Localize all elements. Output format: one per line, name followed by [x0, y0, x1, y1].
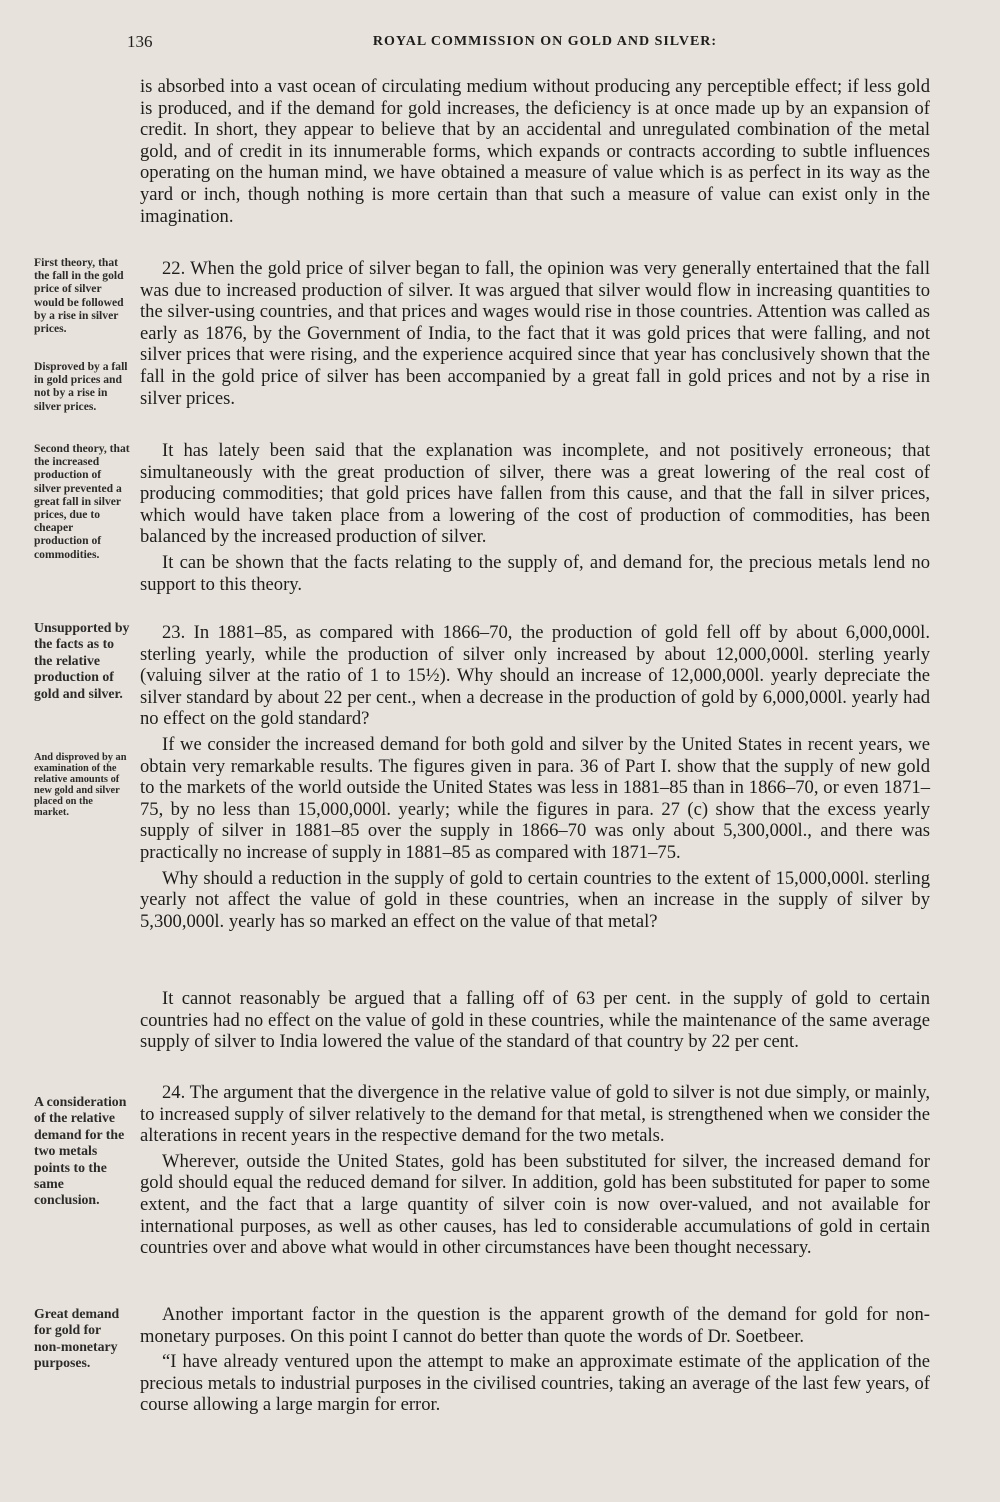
text-block-second-theory	[140, 440, 930, 595]
paragraph-24: 24. The argument that the divergence in the relative value of gold to silver is not due simply, or mainly, to increased supply of silver relatively to the demand for that metal, is strengthened when we consider the alterations in recent years in the respective demand for the two metals.	[140, 1082, 930, 1147]
paragraph-wherever: Wherever, outside the United States, gold has been substituted for silver, the increased demand for gold should equal the reduced demand for silver. In addition, gold has been substituted for paper to some extent, and the fact that a large quantity of silver coin is now over-valued, and not available for international purposes, as well as other causes, has led to considerable accumulations of gold in certain countries over and above what would in other circumstances have been thought necessary.	[140, 1150, 930, 1259]
running-head: ROYAL COMMISSION ON GOLD AND SILVER:	[372, 34, 718, 49]
paragraph-continuation: is absorbed into a vast ocean of circulating medium without producing any perceptible effect; if less gold is produced, and if the demand for gold increases, the deficiency is at once made up by an expansion of credit. In short, they appear to believe that by an accidental and unregulated combination of the metal gold, and of credit in its innumerable forms, which expands or contracts according to subtle influences operating on the human mind, we have obtained a measure of value which is as perfect in its way as the yard or inch, though nothing is more certain than that such a measure of value can exist only in the imagination.	[140, 76, 930, 227]
text-block-section-23	[140, 622, 930, 932]
text-block-section-22	[140, 258, 930, 409]
margin-note-second-theory: Second theory, that the increased production of silver prevented a great fall in silver prices, due to cheaper production of commodities.	[34, 442, 130, 561]
paragraph-23: 23. In 1881–85, as compared with 1866–70, the production of gold fell off by about 6,000,000l. sterling yearly, while the production of silver only increased by about 12,000,000l. sterling yearly (valuing silver at the ratio of 1 to 15½). Why should an increase of 12,000,000l. yearly depreciate the silver standard by about 22 per cent., when a decrease in the production of gold by 6,000,000l. yearly had no effect on the gold standard?	[140, 622, 930, 730]
margin-note-non-monetary-demand: Great demand for gold for non-monetary purposes.	[34, 1306, 120, 1371]
page-number: 136	[127, 32, 153, 51]
paragraph-why-reduction: Why should a reduction in the supply of gold to certain countries to the extent of 15,000,000l. sterling yearly not affect the value of gold in these countries, when an increase in the supply of silver by 5,300,000l. yearly has so marked an effect on the value of that metal?	[140, 867, 930, 932]
paragraph-second-theory: It has lately been said that the explanation was incomplete, and not positively erroneous; that simultaneously with the great production of silver, there was a great lowering of the real cost of producing commodities; that gold prices have fallen from this cause, and that the fall in silver prices, which would have taken place from a lowering of the cost of production of commodities, has been balanced by the increased production of silver.	[140, 440, 930, 548]
margin-note-relative-demand: A consideration of the relative demand for the two metals points to the same conclusion.	[34, 1094, 127, 1208]
margin-note-first-theory: First theory, that the fall in the gold price of silver would be followed by a rise in silver prices.	[34, 256, 124, 336]
paragraph-22: 22. When the gold price of silver began to fall, the opinion was very generally entertained that the fall was due to increased production of silver. It was argued that silver would flow in increasing quantities to the silver-using countries, and that prices and wages would rise in those countries. Attention was called as early as 1876, by the Government of India, to the fact that it was gold prices that were falling, and not silver prices that were rising, and the experience acquired since that year has conclusively shown that the fall in the gold price of silver has been accompanied by a great fall in gold prices and not by a rise in silver prices.	[140, 258, 930, 409]
page-header	[0, 32, 1000, 54]
paragraph-united-states: If we consider the increased demand for both gold and silver by the United States in recent years, we obtain very remarkable results. The figures given in para. 36 of Part I. show that the supply of new gold to the markets of the world outside the United States was less in 1881–85 than in 1866–70, or even 1871–75, by no less than 15,000,000l. yearly; while the figures in para. 27 (c) show that the excess yearly supply of silver in 1881–85 over the supply in 1866–70 was only about 5,300,000l., and there was practically no increase of supply in 1881–85 as compared with 1871–75.	[140, 733, 930, 863]
text-block-opening	[140, 76, 930, 227]
paragraph-another-factor: Another important factor in the question is the apparent growth of the demand for gold for non-monetary purposes. On this point I cannot do better than quote the words of Dr. Soetbeer.	[140, 1304, 930, 1347]
margin-note-disproved-relative-amounts: And disproved by an examination of the relative amounts of new gold and silver placed on the market.	[34, 752, 127, 818]
margin-note-disproved-gold-prices: Disproved by a fall in gold prices and not by a rise in silver prices.	[34, 360, 128, 413]
margin-note-unsupported: Unsupported by the facts as to the relative production of gold and silver.	[34, 620, 130, 701]
paragraph-63-per-cent: It cannot reasonably be argued that a falling off of 63 per cent. in the supply of gold to certain countries had no effect on the value of gold in these countries, while the maintenance of the same average supply of silver to India lowered the value of the standard of that country by 22 per cent.	[140, 988, 930, 1053]
paragraph-quotation: “I have already ventured upon the attempt to make an approximate estimate of the application of the precious metals to industrial purposes in the civilised countries, taking an average of the last few years, of course allowing a large margin for error.	[140, 1351, 930, 1416]
text-block-63-per-cent	[140, 988, 930, 1053]
text-block-non-monetary	[140, 1304, 930, 1416]
text-block-section-24	[140, 1082, 930, 1259]
paragraph-no-support: It can be shown that the facts relating to the supply of, and demand for, the precious metals lend no support to this theory.	[140, 551, 930, 595]
